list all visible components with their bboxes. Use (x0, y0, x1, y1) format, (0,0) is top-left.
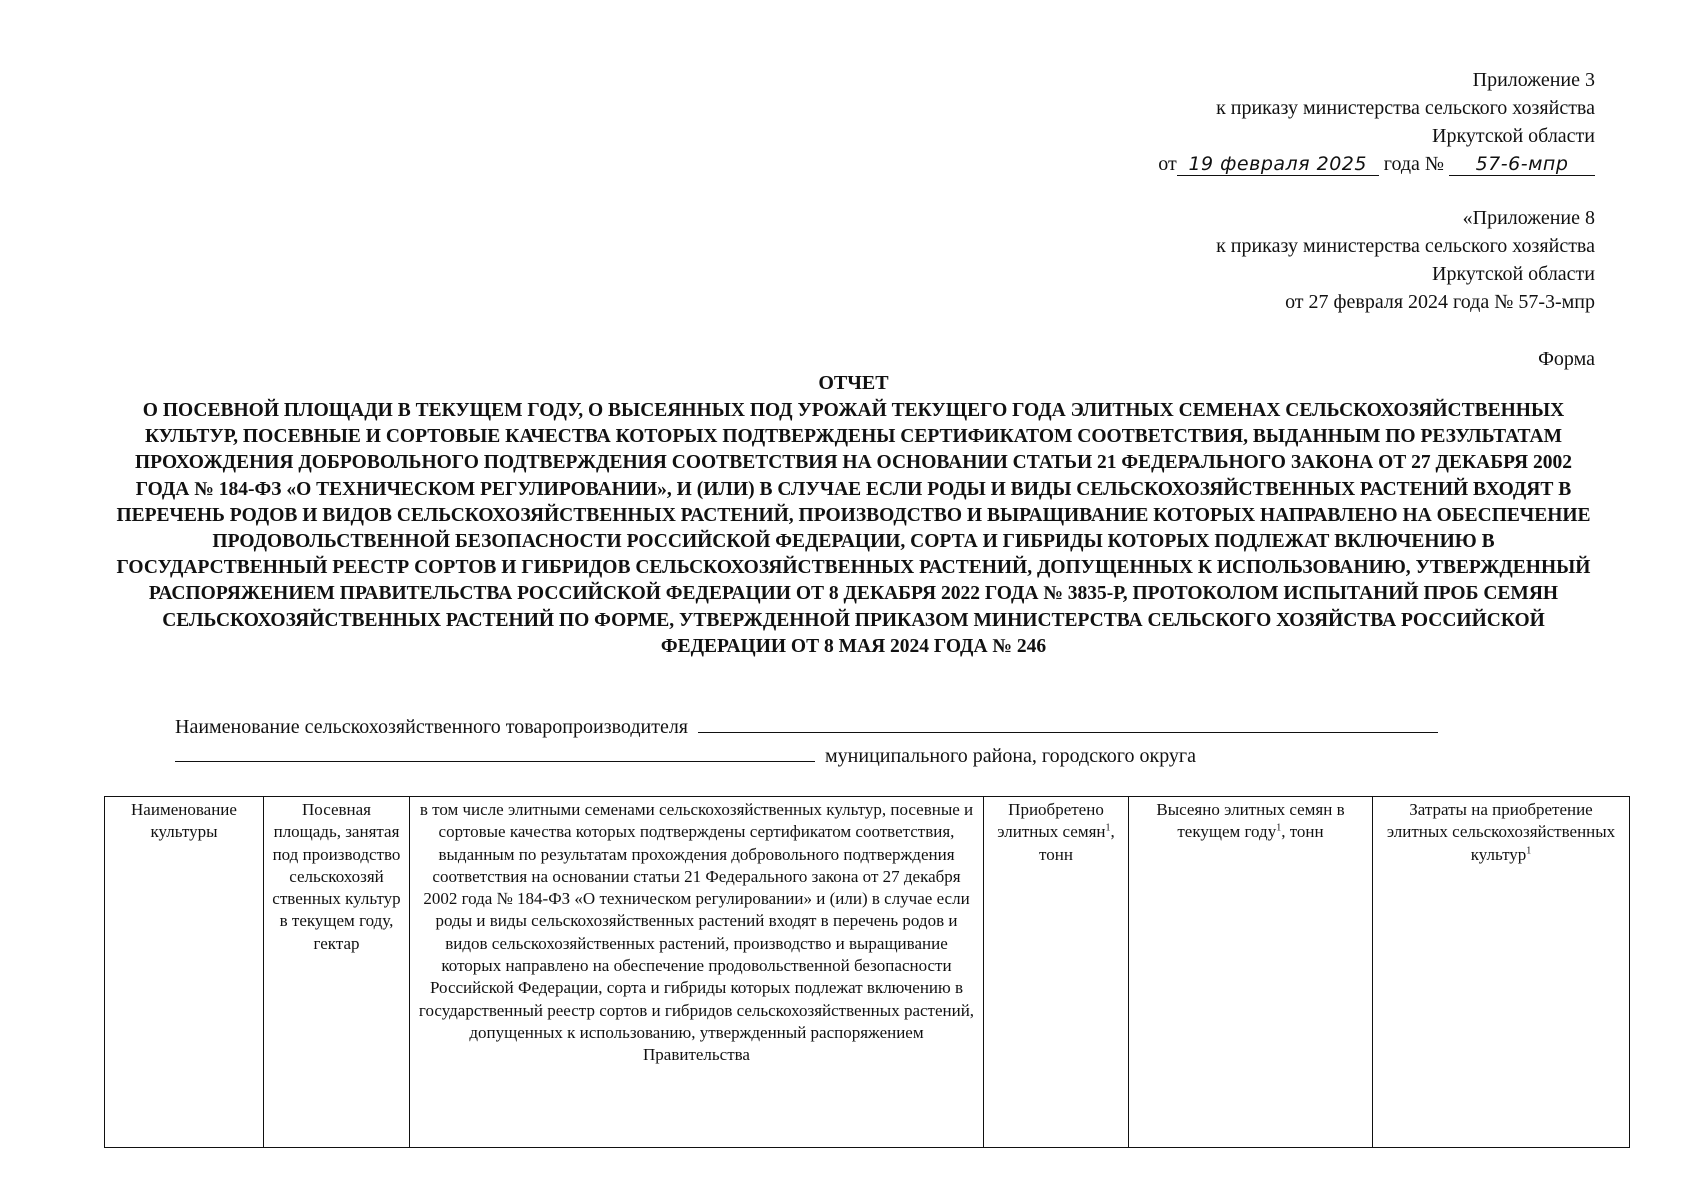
report-table (104, 796, 1630, 1148)
header-crop-name: Наименование культуры (105, 797, 264, 1148)
date-prefix: от (1158, 153, 1177, 175)
table-header-row (105, 797, 1630, 1148)
handwritten-number: 57-6-мпр (1449, 153, 1595, 176)
district-field-line (175, 741, 1196, 770)
report-subtitle: О ПОСЕВНОЙ ПЛОЩАДИ В ТЕКУЩЕМ ГОДУ, О ВЫСЕЯННЫХ ПОД УРОЖАЙ ТЕКУЩЕГО ГОДА ЭЛИТНЫХ СЕМЕНАХ СЕЛЬСКОХОЗЯЙСТВЕННЫХ КУЛЬТУР, ПОСЕВНЫЕ И СОРТОВЫЕ КАЧЕСТВА КОТОРЫХ ПОДТВЕРЖДЕНЫ СЕРТИФИКАТОМ СООТВЕТСТВИЯ, ВЫДАННЫМ ПО РЕЗУЛЬТАТАМ ПРОХОЖДЕНИЯ ДОБРОВОЛЬНОГО ПОДТВЕРЖДЕНИЯ СООТВЕТСТВИЯ НА ОСНОВАНИИ СТАТЬИ 21 ФЕДЕРАЛЬНОГО ЗАКОНА ОТ 27 ДЕКАБРЯ 2002 ГОДА № 184-ФЗ «О ТЕХНИЧЕСКОМ РЕГУЛИРОВАНИИ», И (ИЛИ) В СЛУЧАЕ ЕСЛИ РОДЫ И ВИДЫ СЕЛЬСКОХОЗЯЙСТВЕННЫХ РАСТЕНИЙ ВХОДЯТ В ПЕРЕЧЕНЬ РОДОВ И ВИДОВ СЕЛЬСКОХОЗЯЙСТВЕННЫХ РАСТЕНИЙ, ПРОИЗВОДСТВО И ВЫРАЩИВАНИЕ КОТОРЫХ НАПРАВЛЕНО НА ОБЕСПЕЧЕНИЕ ПРОДОВОЛЬСТВЕННОЙ БЕЗОПАСНОСТИ РОССИЙСКОЙ ФЕДЕРАЦИИ, СОРТА И ГИБРИДЫ КОТОРЫХ ПОДЛЕЖАТ ВКЛЮЧЕНИЮ В ГОСУДАРСТВЕННЫЙ РЕЕСТР СОРТОВ И ГИБРИДОВ СЕЛЬСКОХОЗЯЙСТВЕННЫХ РАСТЕНИЙ, ДОПУЩЕННЫХ К ИСПОЛЬЗОВАНИЮ, УТВЕРЖДЕННЫЙ РАСПОРЯЖЕНИЕМ ПРАВИТЕЛЬСТВА РОССИЙСКОЙ ФЕДЕРАЦИИ ОТ 8 ДЕКАБРЯ 2022 ГОДА № 3835-Р, ПРОТОКОЛОМ ИСПЫТАНИЙ ПРОБ СЕМЯН СЕЛЬСКОХОЗЯЙСТВЕННЫХ РАСТЕНИЙ ПО ФОРМЕ, УТВЕРЖДЕННОЙ ПРИКАЗОМ МИНИСТЕРСТВА СЕЛЬСКОГО ХОЗЯЙСТВА РОССИЙСКОЙ ФЕДЕРАЦИИ ОТ 8 МАЯ 2024 ГОДА № 246 (116, 400, 1591, 657)
footnote-mark: 1 (1526, 844, 1532, 856)
header-purchased-seeds: Приобретено элитных семян$^1$, тонн (984, 797, 1129, 1148)
producer-label: Наименование сельскохозяйственного товаропроизводителя (175, 716, 688, 738)
header-elite-seeds-area: в том числе элитными семенами сельскохозяйственных культур, посевные и сортовые качества которых подтверждены сертификатом соответствия, выданным по результатам прохождения добровольного подтверждения соответствия на основании статьи 21 Федерального закона от 27 декабря 2002 года № 184-ФЗ «О техническом регулировании» и (или) в случае если роды и виды сельскохозяйственных растений входят в перечень родов и видов сельскохозяйственных растений, производство и выращивание которых направлено на обеспечение продовольственной безопасности Российской Федерации, сорта и гибриды которых подлежат включению в государственный реестр сортов и гибридов сельскохозяйственных растений, допущенных к использованию, утвержденный распоряжением Правительства (410, 797, 984, 1148)
appendix-3-date-line (1158, 150, 1595, 178)
form-label: Форма (1538, 348, 1595, 370)
footnote-mark: 1 (1105, 822, 1111, 834)
appendix-3-order-ref: к приказу министерства сельского хозяйства (1216, 97, 1595, 119)
appendix-8-region: Иркутской области (1432, 263, 1595, 285)
appendix-8-header (1216, 204, 1595, 316)
appendix-3-region: Иркутской области (1432, 125, 1595, 147)
producer-blank-field[interactable] (698, 712, 1438, 733)
appendix-3-title: Приложение 3 (1472, 69, 1595, 91)
district-label: муниципального района, городского округа (825, 745, 1197, 767)
appendix-8-order-ref: к приказу министерства сельского хозяйства (1216, 235, 1595, 257)
number-prefix: года № (1383, 153, 1444, 175)
appendix-8-date-line: от 27 февраля 2024 года № 57-3-мпр (1285, 291, 1595, 313)
header-sown-area: Посевная площадь, занятая под производство сельскохозяй ственных культур в текущем году, гектар (264, 797, 410, 1148)
appendix-3-header (1158, 66, 1595, 178)
appendix-8-title: «Приложение 8 (1462, 207, 1595, 229)
producer-field-line (175, 712, 1438, 741)
report-title: ОТЧЕТ (818, 372, 889, 394)
header-purchase-costs: Затраты на приобретение элитных сельскохозяйственных культур$^1$ (1373, 797, 1630, 1148)
district-blank-field[interactable] (175, 741, 815, 762)
footnote-mark: 1 (1276, 822, 1282, 834)
handwritten-date: 19 февраля 2025 (1177, 153, 1379, 176)
header-sown-seeds: Высеяно элитных семян в текущем году$^1$, тонн (1129, 797, 1373, 1148)
